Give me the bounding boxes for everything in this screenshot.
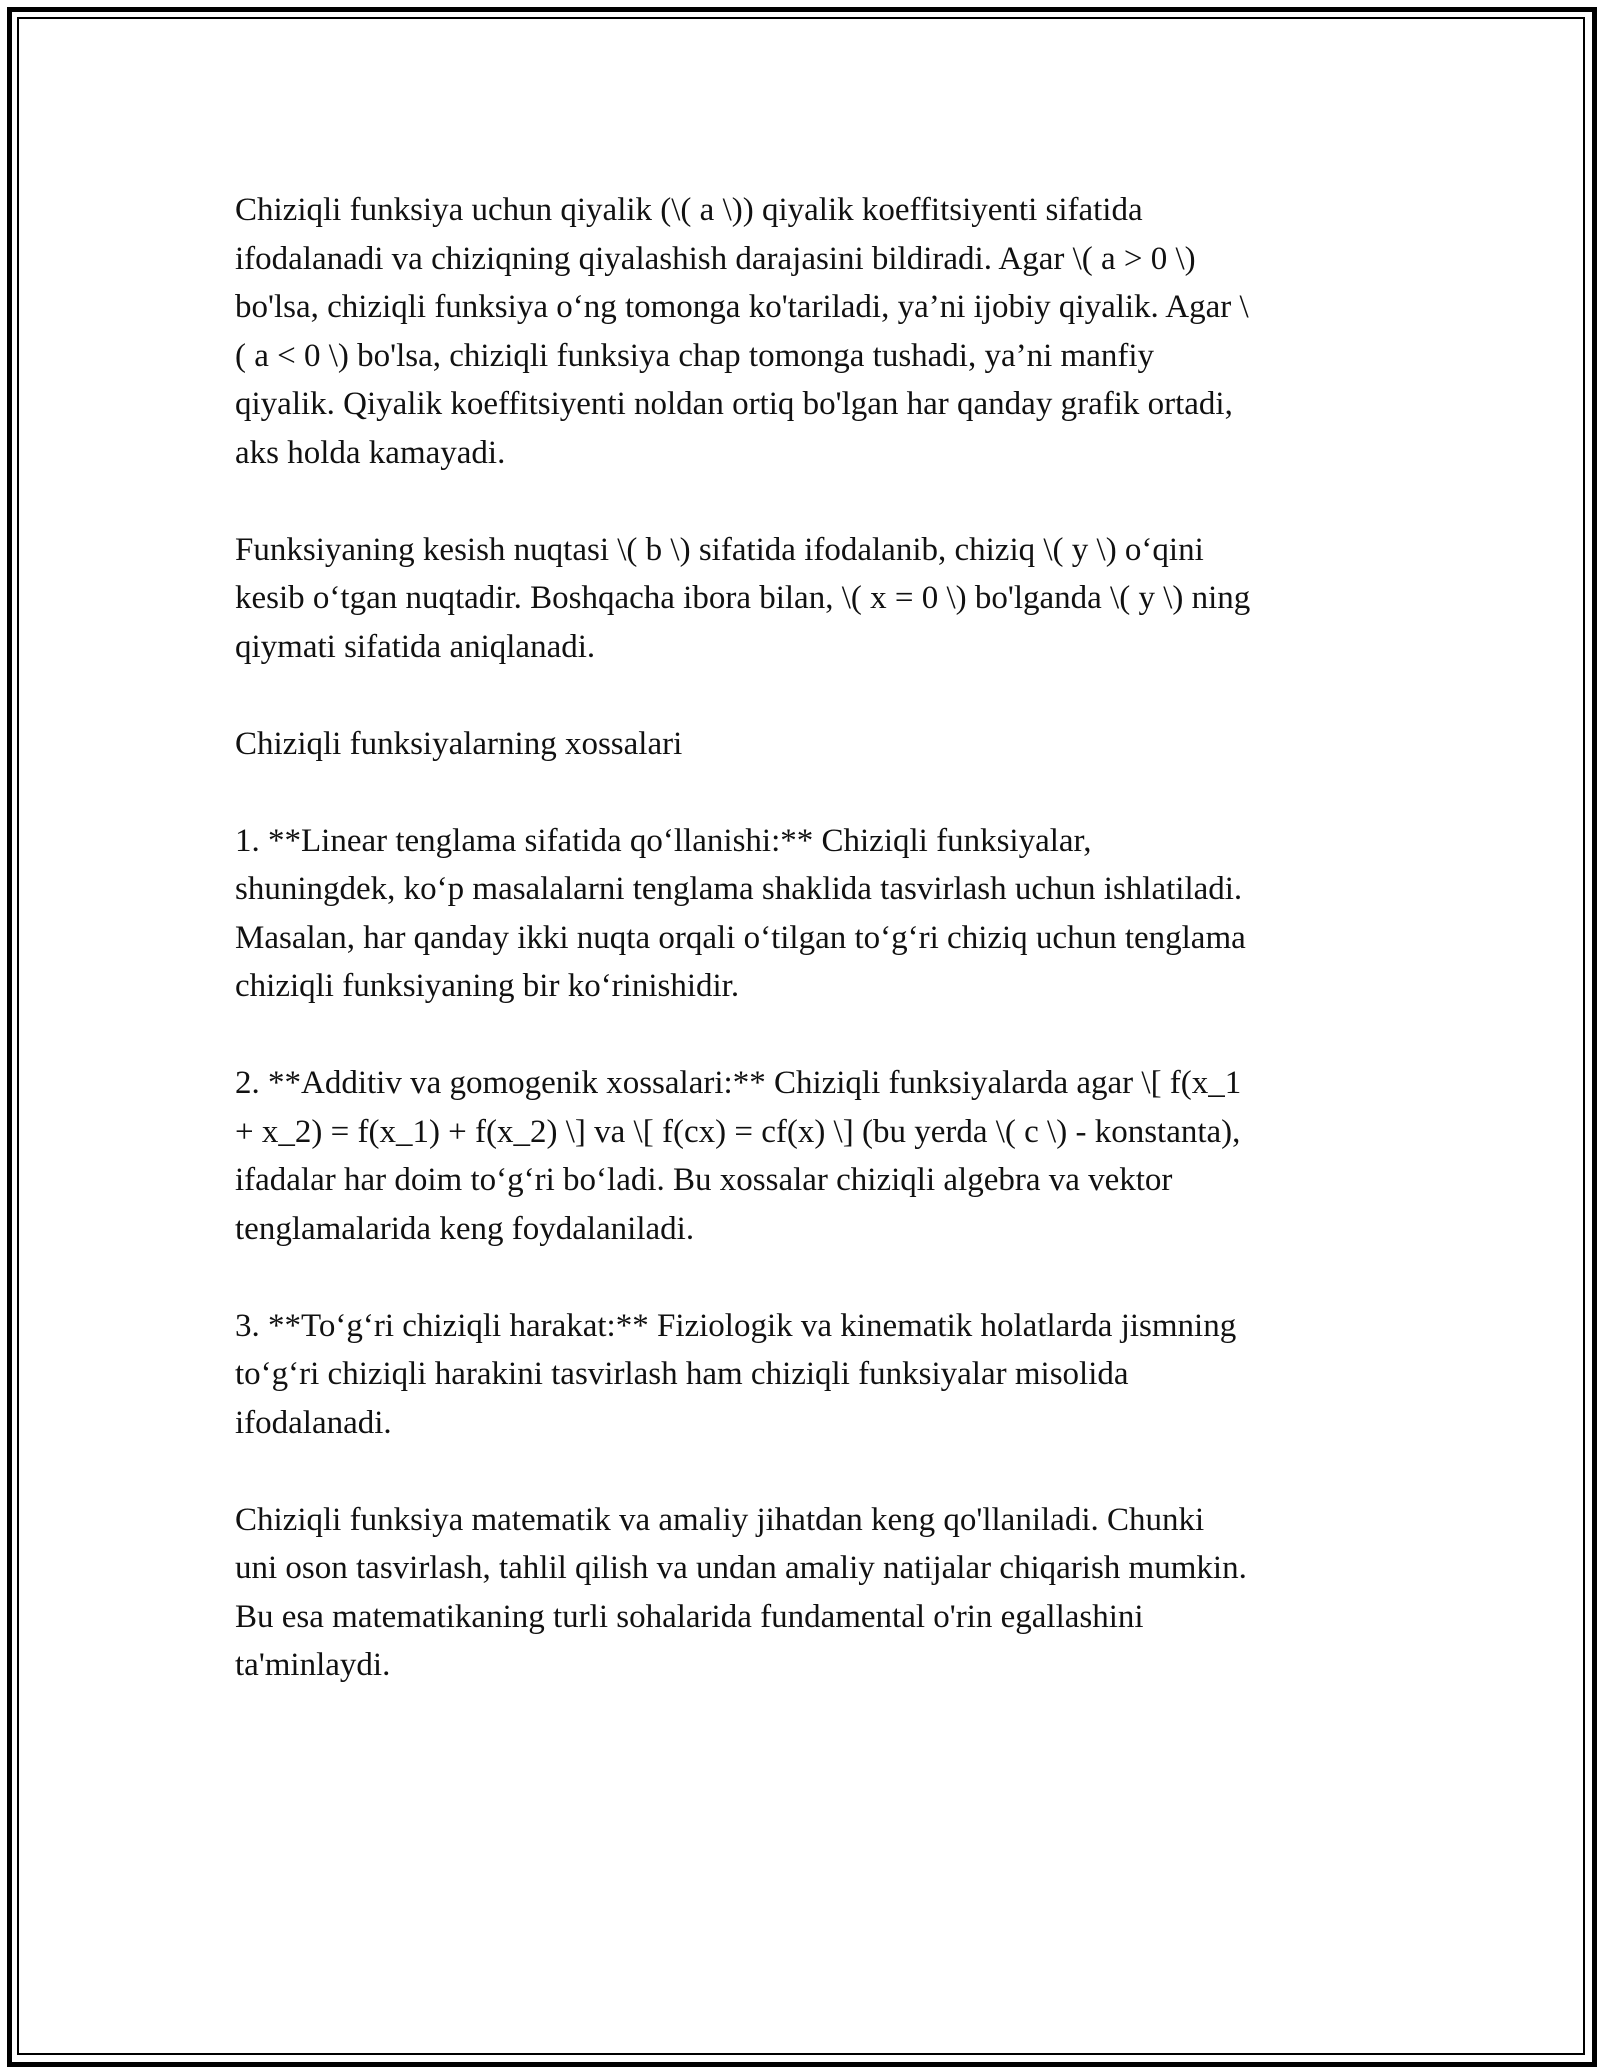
paragraph-intercept: Funksiyaning kesish nuqtasi \( b \) sifatida ifodalanib, chiziq \( y \) o‘qini kesib o‘tgan nuqtadir. Boshqacha ibora bilan, \( x = 0 \) bo'lganda \( y \) ning qiymati sifatida aniqlanadi. — [235, 531, 1251, 665]
list-item-linear-equation: 1. **Linear tenglama sifatida qo‘llanishi:** Chiziqli funksiyalar, shuningdek, ko‘p masalalarni tenglama shaklida tasvirlash uchun ishlatiladi. Masalan, har qanday ikki nuqta orqali o‘tilgan to‘g‘ri chiziq uchun tenglama chiziqli funksiyaning bir ko‘rinishidir. — [235, 822, 1246, 1004]
paragraph-slope: Chiziqli funksiya uchun qiyalik (\( a \)) qiyalik koeffitsiyenti sifatida ifodalanadi va chiziqning qiyalashish darajasini bildiradi. Agar \( a > 0 \) bo'lsa, chiziqli funksiya o‘ng tomonga ko'tariladi, ya’ni ijobiy qiyalik. Agar \ ( a < 0 \) bo'lsa, chiziqli funksiya chap tomonga tushadi, ya’ni manfiy qiyalik. Qiyalik koeffitsiyenti noldan ortiq bo'lgan har qanday grafik ortadi, aks holda kamayadi. — [235, 192, 1249, 471]
document-body — [235, 186, 1375, 1738]
list-item-linear-motion: 3. **To‘g‘ri chiziqli harakat:** Fiziologik va kinematik holatlarda jismning to‘g‘ri chiziqli harakini tasvirlash ham chiziqli funksiyalar misolida ifodalanadi. — [235, 1307, 1237, 1441]
list-item-additive-homogeneous: 2. **Additiv va gomogenik xossalari:** Chiziqli funksiyalarda agar \[ f(x_1 + x_2) = f(x_1) + f(x_2) \] va \[ f(cx) = cf(x) \] (bu yerda \( c \) - konstanta), ifadalar har doim to‘g‘ri bo‘ladi. Bu xossalar chiziqli algebra va vektor tenglamalarida keng foydalaniladi. — [235, 1065, 1242, 1247]
section-heading-properties: Chiziqli funksiyalarning xossalari — [235, 725, 683, 762]
paragraph-conclusion: Chiziqli funksiya matematik va amaliy jihatdan keng qo'llaniladi. Chunki uni oson tasvirlash, tahlil qilish va undan amaliy natijalar chiqarish mumkin. Bu esa matematikaning turli sohalarida fundamental o'rin egallashini ta'minlaydi. — [235, 1501, 1247, 1683]
